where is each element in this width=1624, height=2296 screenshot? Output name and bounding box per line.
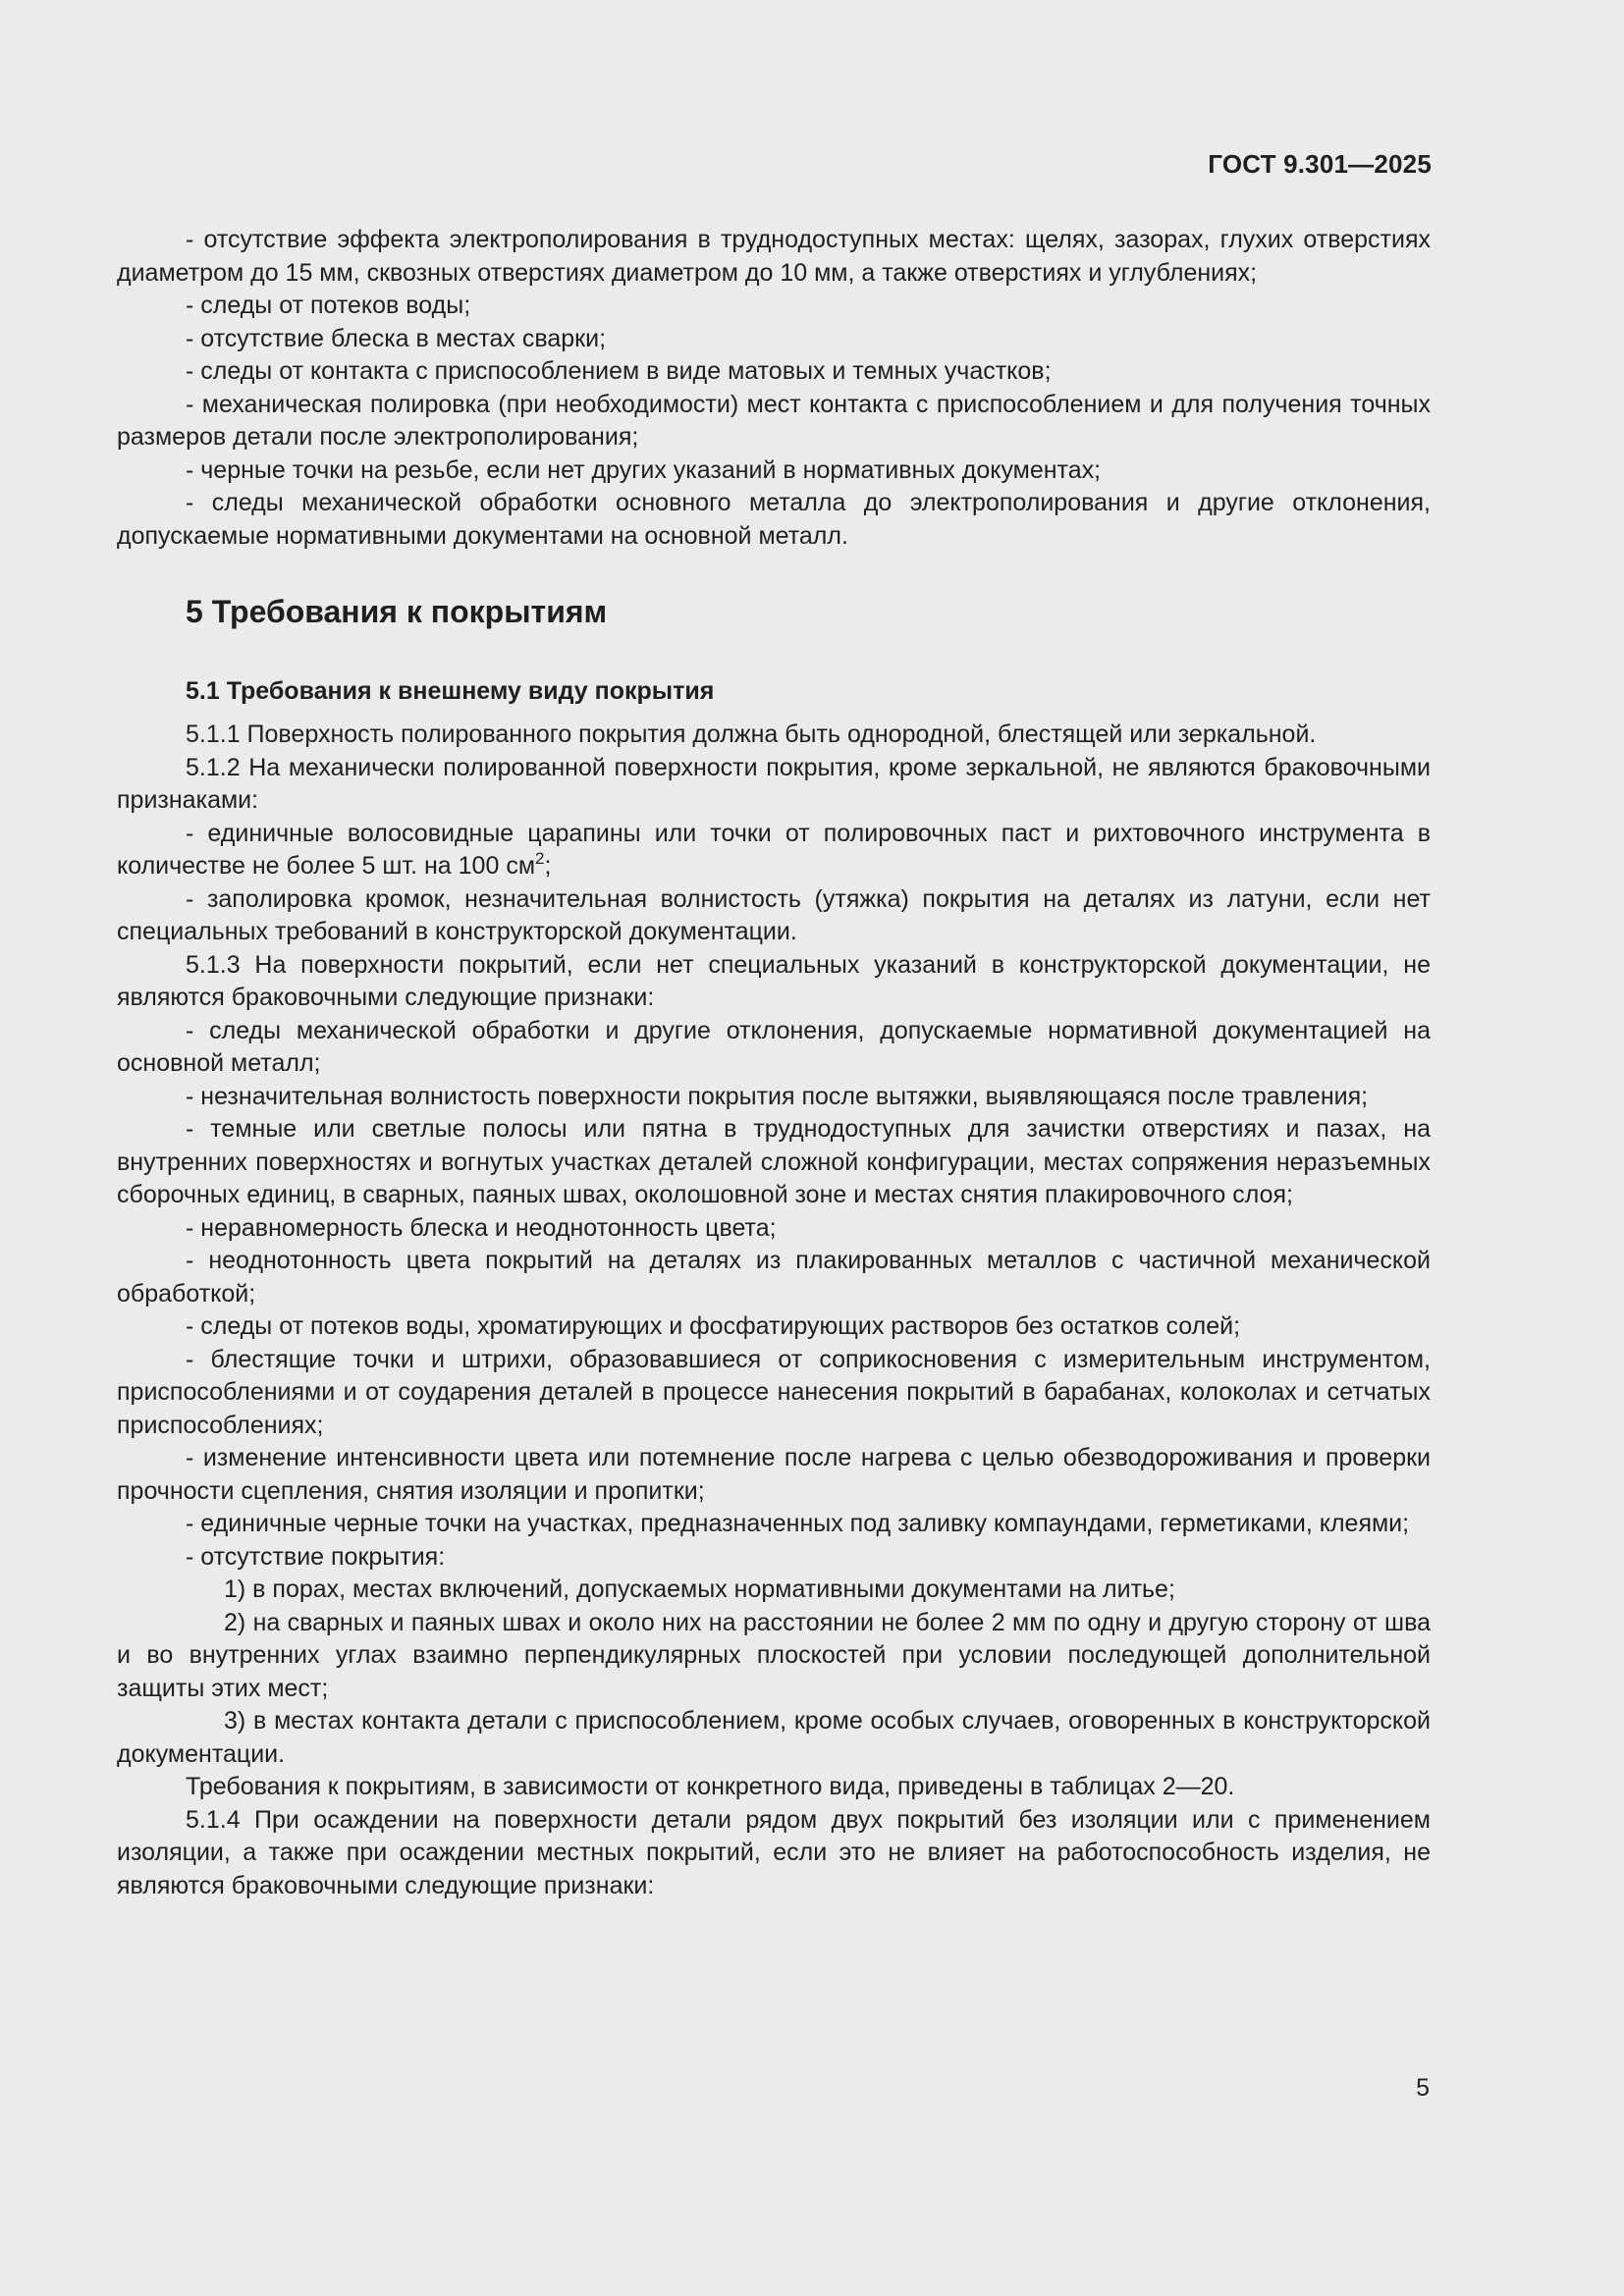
- list-item: - единичные черные точки на участках, предназначенных под заливку компаундами, герметиками, клеями;: [186, 1510, 1410, 1537]
- numbered-item: 1) в порах, местах включений, допускаемых нормативными документами на литье;: [224, 1575, 1175, 1603]
- list-item-end: ;: [544, 852, 552, 880]
- list-item: - следы механической обработки и другие отклонения, допускаемые нормативной документацией на основной металл;: [117, 1016, 1431, 1077]
- standard-header: ГОСТ 9.301—2025: [1208, 149, 1432, 179]
- list-item-text: - единичные волосовидные царапины или точки от полировочных паст и рихтовочного инструмента в количестве не более 5 шт. на 100 см: [117, 819, 1431, 880]
- list-item: [117, 818, 1431, 883]
- list-item: - отсутствие покрытия:: [186, 1542, 446, 1571]
- list-item: - неоднотонность цвета покрытий на деталях из плакированных металлов с частичной механической обработкой;: [117, 1247, 1431, 1308]
- list-item: - темные или светлые полосы или пятна в труднодоступных для зачистки отверстиях и пазах, на внутренних поверхностях и вогнутых участках деталей сложной конфигурации, местах сопряжения неразъемных сборочных единиц, в сварных, паяных швах, околошовной зоне и местах снятия плакировочного слоя;: [117, 1115, 1431, 1208]
- section-heading: 5 Требования к покрытиям: [186, 594, 608, 629]
- list-item: - следы от потеков воды;: [186, 292, 471, 319]
- subsection-heading: 5.1 Требования к внешнему виду покрытия: [186, 677, 715, 705]
- list-item: - блестящие точки и штрихи, образовавшиеся от соприкосновения с измерительным инструментом, приспособлениями и от соударения деталей в процессе нанесения покрытий в барабанах, колоколах и сетчатых приспособлениях;: [117, 1345, 1431, 1439]
- list-item: - следы от контакта с приспособлением в виде матовых и темных участков;: [186, 357, 1052, 385]
- list-item: - заполировка кромок, незначительная волнистость (утяжка) покрытия на деталях из латуни, если нет специальных требований в конструкторской документации.: [117, 884, 1431, 945]
- list-item: - изменение интенсивности цвета или потемнение после нагрева с целью обезводороживания и проверки прочности сцепления, снятия изоляции и пропитки;: [117, 1444, 1431, 1505]
- list-item: - следы от потеков воды, хроматирующих и фосфатирующих растворов без остатков солей;: [186, 1312, 1241, 1340]
- list-item: - следы механической обработки основного металла до электрополирования и другие отклонения, допускаемые нормативными документами на основной металл.: [117, 489, 1431, 550]
- page-number: 5: [1416, 2074, 1430, 2102]
- list-item: - незначительная волнистость поверхности покрытия после вытяжки, выявляющаяся после травления;: [186, 1082, 1369, 1110]
- numbered-item: 2) на сварных и паяных швах и около них на расстоянии не более 2 мм по одну и другую сторону от шва и во внутренних углах взаимно перпендикулярных плоскостей при условии последующей дополнительной защиты этих мест;: [117, 1608, 1431, 1702]
- list-item: - механическая полировка (при необходимости) мест контакта с приспособлением и для получения точных размеров детали после электрополирования;: [117, 390, 1431, 451]
- list-item: - отсутствие эффекта электрополирования в труднодоступных местах: щелях, зазорах, глухих отверстиях диаметром до 15 мм, сквозных отверстиях диаметром до 10 мм, а также отверстиях и углублениях;: [117, 226, 1431, 287]
- paragraph-5-1-1: 5.1.1 Поверхность полированного покрытия должна быть однородной, блестящей или зеркальной.: [186, 721, 1317, 748]
- list-item: - отсутствие блеска в местах сварки;: [186, 324, 607, 352]
- list-item: - неравномерность блеска и неоднотонность цвета;: [186, 1213, 777, 1242]
- superscript: 2: [535, 849, 545, 868]
- list-item: - черные точки на резьбе, если нет других указаний в нормативных документах;: [186, 455, 1102, 484]
- paragraph-5-1-3: 5.1.3 На поверхности покрытий, если нет специальных указаний в конструкторской документации, не являются браковочными следующие признаки:: [117, 950, 1431, 1011]
- paragraph-5-1-2: 5.1.2 На механически полированной поверхности покрытия, кроме зеркальной, не являются браковочными признаками:: [117, 753, 1431, 814]
- paragraph-tables-reference: Требования к покрытиям, в зависимости от конкретного вида, приведены в таблицах 2—20.: [186, 1773, 1235, 1800]
- paragraph-5-1-4: 5.1.4 При осаждении на поверхности детали рядом двух покрытий без изоляции или с применением изоляции, а также при осаждении местных покрытий, если это не влияет на работоспособность изделия, не являются браковочными следующие признаки:: [117, 1805, 1431, 1899]
- numbered-item: 3) в местах контакта детали с приспособлением, кроме особых случаев, оговоренных в конструкторской документации.: [117, 1707, 1431, 1768]
- page-content: [117, 224, 1431, 1902]
